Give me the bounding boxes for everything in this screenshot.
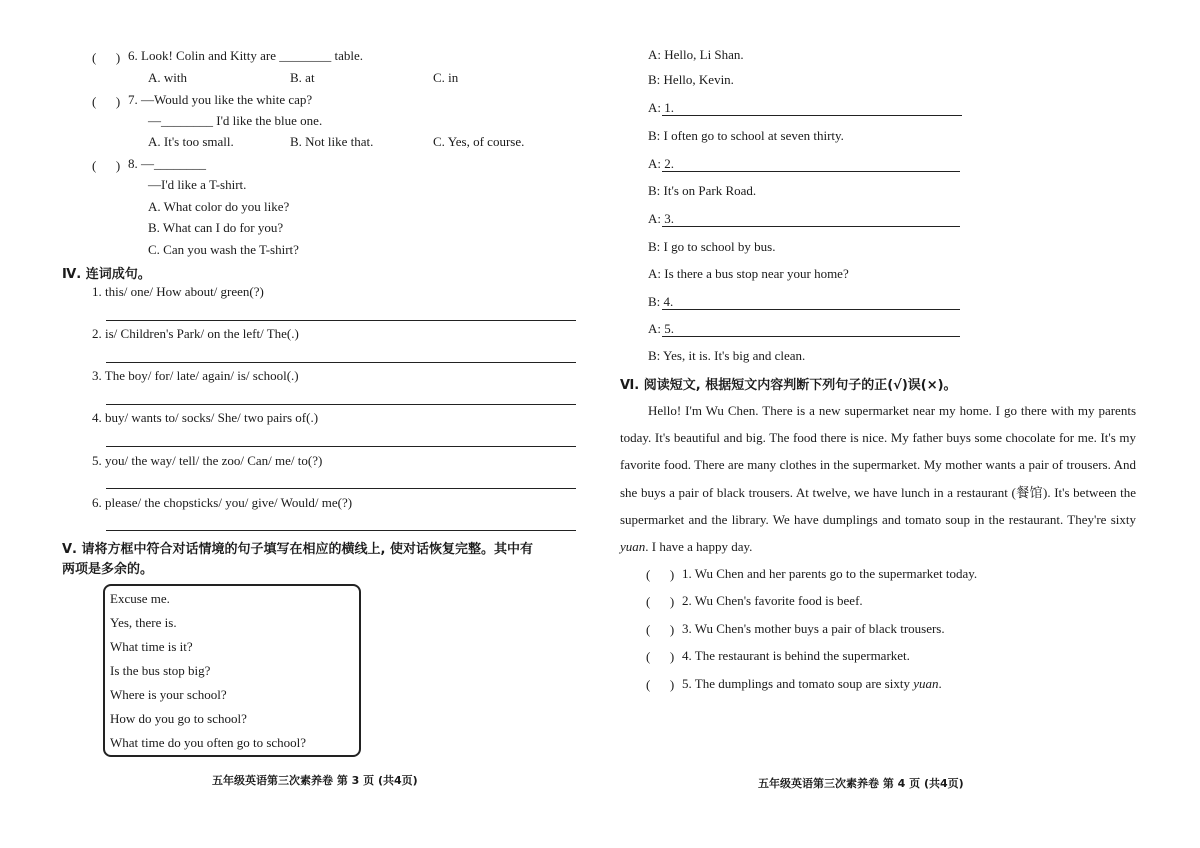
q7-response: —________ I'd like the blue one. bbox=[148, 113, 323, 128]
q7-option-b: B. Not like that. bbox=[290, 134, 374, 149]
dialogue-answer-line-1[interactable] bbox=[662, 115, 962, 116]
q8-option-b: B. What can I do for you? bbox=[148, 220, 284, 235]
passage-yuan: yuan bbox=[620, 539, 646, 555]
q7-option-c: C. Yes, of course. bbox=[433, 134, 525, 149]
judge-1-paren[interactable]: ( ) bbox=[646, 567, 675, 582]
sec4-answer-line-4[interactable] bbox=[106, 446, 576, 447]
dialogue-blank-1: A: 1. bbox=[648, 100, 674, 115]
dialogue-blank-5: A: 5. bbox=[648, 321, 674, 336]
sec4-answer-line-5[interactable] bbox=[106, 488, 576, 489]
passage-text-2: . I have a happy day. bbox=[645, 539, 753, 555]
q6-option-c: C. in bbox=[433, 70, 459, 85]
dialogue-blank-3: A: 3. bbox=[648, 211, 674, 226]
q6-option-b: B. at bbox=[290, 70, 315, 85]
judge-3-text: 3. Wu Chen's mother buys a pair of black trousers. bbox=[682, 621, 945, 636]
q8-response: —I'd like a T-shirt. bbox=[148, 177, 247, 192]
option-bus-stop-big: Is the bus stop big? bbox=[110, 663, 211, 678]
judge-5-end: . bbox=[938, 676, 942, 691]
option-what-time-is-it: What time is it? bbox=[110, 639, 193, 654]
dialogue-answer-line-3[interactable] bbox=[662, 226, 960, 227]
option-yes-there-is: Yes, there is. bbox=[110, 615, 177, 630]
option-where-school: Where is your school? bbox=[110, 687, 227, 702]
q7-stem: 7. —Would you like the white cap? bbox=[128, 92, 313, 107]
judge-5-paren[interactable]: ( ) bbox=[646, 677, 675, 692]
right-page-footer: 五年级英语第三次素养卷 第 4 页 (共4页) bbox=[758, 777, 964, 790]
sec4-answer-line-2[interactable] bbox=[106, 362, 576, 363]
sec4-item-3: 3. The boy/ for/ late/ again/ is/ school(.) bbox=[92, 368, 299, 383]
sec4-item-5: 5. you/ the way/ tell/ the zoo/ Can/ me/ to(?) bbox=[92, 453, 323, 468]
option-how-go-school: How do you go to school? bbox=[110, 711, 247, 726]
judge-1-text: 1. Wu Chen and her parents go to the supermarket today. bbox=[682, 566, 978, 581]
dialogue-line-8: B: I go to school by bus. bbox=[648, 239, 776, 254]
left-page-footer: 五年级英语第三次素养卷 第 3 页 (共4页) bbox=[212, 774, 418, 787]
q8-option-c: C. Can you wash the T-shirt? bbox=[148, 242, 299, 257]
sec4-item-2: 2. is/ Children's Park/ on the left/ The(.) bbox=[92, 326, 299, 341]
passage-text-1: Hello! I'm Wu Chen. There is a new supermarket near my home. I go there with my parents today. It's beautiful and big. The food there is nice. My father buys some chocolate for me. It's my favorite food. There are many clothes in the supermarket. My mother wants a pair of trousers. And she buys a pair of black trousers. At twelve, we have lunch in a restaurant (餐馆). It's between the supermarket and the library. We have dumplings and tomato soup in the restaurant. They're sixty bbox=[620, 403, 1136, 527]
option-excuse-me: Excuse me. bbox=[110, 591, 170, 606]
dialogue-line-6: B: It's on Park Road. bbox=[648, 183, 757, 198]
section-6-title: Ⅵ. 阅读短文, 根据短文内容判断下列句子的正(√)误(×)。 bbox=[620, 378, 957, 393]
dialogue-line-2: B: Hello, Kevin. bbox=[648, 72, 734, 87]
q6-option-a: A. with bbox=[148, 70, 187, 85]
sec4-answer-line-6[interactable] bbox=[106, 530, 576, 531]
dialogue-blank-2: A: 2. bbox=[648, 156, 674, 171]
q8-stem: 8. —________ bbox=[128, 156, 206, 171]
dialogue-line-12: B: Yes, it is. It's big and clean. bbox=[648, 348, 806, 363]
reading-passage bbox=[620, 397, 1136, 560]
q7-answer-paren[interactable]: ( ) bbox=[92, 94, 121, 109]
dialogue-answer-line-4[interactable] bbox=[662, 309, 960, 310]
q6-answer-paren[interactable]: ( ) bbox=[92, 50, 121, 65]
section-5-title-line1: Ⅴ. 请将方框中符合对话情境的句子填写在相应的横线上, 使对话恢复完整。其中有 bbox=[62, 542, 533, 557]
dialogue-answer-line-5[interactable] bbox=[662, 336, 960, 337]
sec4-answer-line-3[interactable] bbox=[106, 404, 576, 405]
dialogue-blank-4: B: 4. bbox=[648, 294, 674, 309]
judge-2-text: 2. Wu Chen's favorite food is beef. bbox=[682, 593, 863, 608]
judge-3-paren[interactable]: ( ) bbox=[646, 622, 675, 637]
judge-5-yuan: yuan bbox=[913, 676, 939, 691]
section-4-title: Ⅳ. 连词成句。 bbox=[62, 267, 151, 282]
dialogue-line-1: A: Hello, Li Shan. bbox=[648, 47, 744, 62]
q7-option-a: A. It's too small. bbox=[148, 134, 234, 149]
judge-5-text-main: 5. The dumplings and tomato soup are sixty bbox=[682, 676, 914, 691]
judge-4-paren[interactable]: ( ) bbox=[646, 649, 675, 664]
q8-option-a: A. What color do you like? bbox=[148, 199, 290, 214]
sec4-item-1: 1. this/ one/ How about/ green(?) bbox=[92, 284, 264, 299]
judge-2-paren[interactable]: ( ) bbox=[646, 594, 675, 609]
judge-4-text: 4. The restaurant is behind the supermarket. bbox=[682, 648, 910, 663]
dialogue-line-4: B: I often go to school at seven thirty. bbox=[648, 128, 844, 143]
q6-stem: 6. Look! Colin and Kitty are ________ table. bbox=[128, 48, 364, 63]
sec4-item-6: 6. please/ the chopsticks/ you/ give/ Would/ me(?) bbox=[92, 495, 353, 510]
dialogue-answer-line-2[interactable] bbox=[662, 171, 960, 172]
sec4-item-4: 4. buy/ wants to/ socks/ She/ two pairs of(.) bbox=[92, 410, 319, 425]
sec4-answer-line-1[interactable] bbox=[106, 320, 576, 321]
option-what-time-go-school: What time do you often go to school? bbox=[110, 735, 307, 750]
judge-5-text bbox=[682, 676, 942, 692]
q8-answer-paren[interactable]: ( ) bbox=[92, 158, 121, 173]
dialogue-line-9: A: Is there a bus stop near your home? bbox=[648, 266, 849, 281]
section-5-title-line2: 两项是多余的。 bbox=[62, 562, 154, 577]
